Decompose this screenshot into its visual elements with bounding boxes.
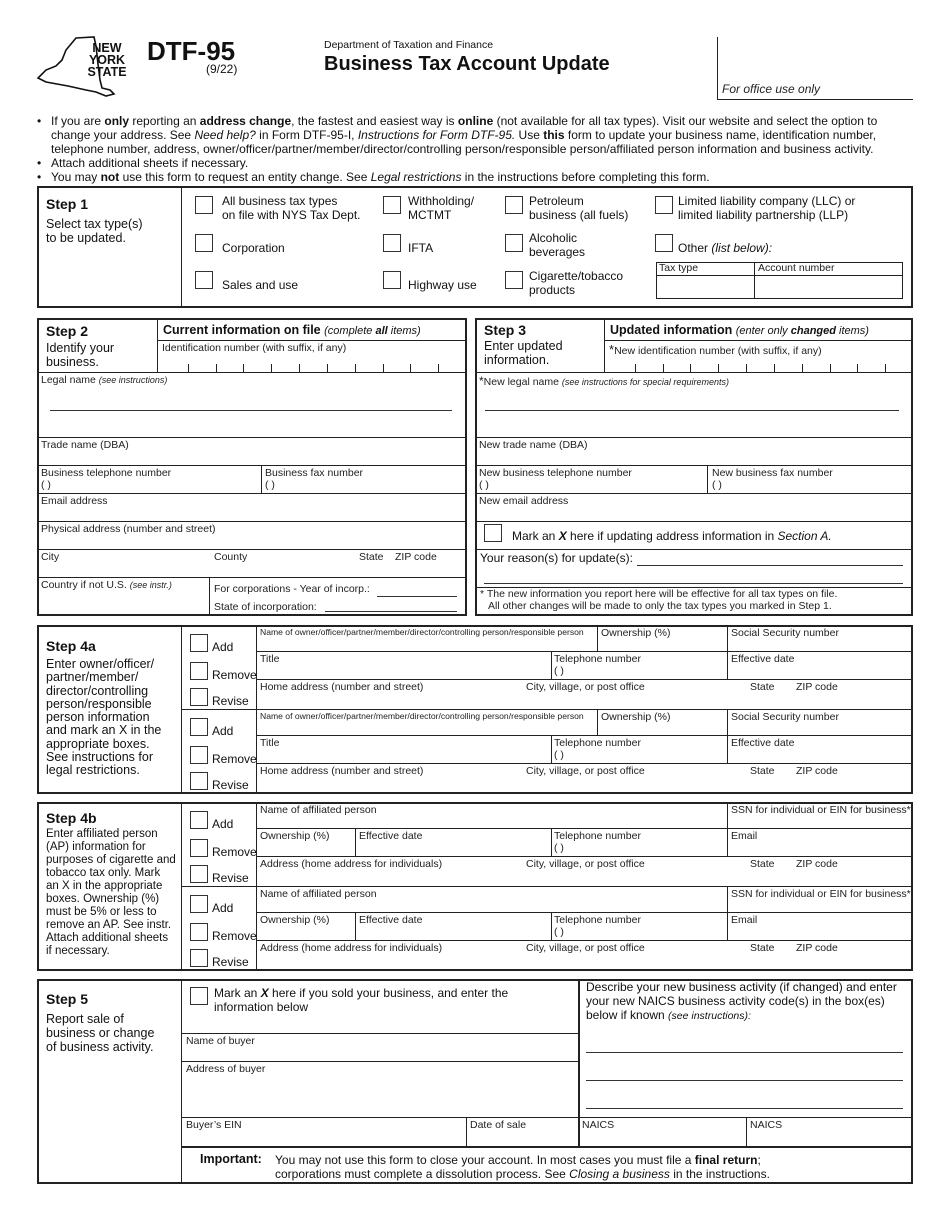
checkbox-sales-and-use[interactable] (195, 271, 213, 289)
rule-line (181, 886, 913, 887)
ap-phone-area-code: ( ) (554, 842, 564, 854)
form-title: Business Tax Account Update (324, 53, 610, 75)
label-effective-date: Effective date (731, 737, 795, 749)
id-comb-tick (383, 364, 384, 372)
id-comb-tick (410, 364, 411, 372)
step1-desc: Select tax type(s) to be updated. (46, 217, 143, 245)
label-remove-2: Remove (212, 752, 257, 766)
step-desc-line: if necessary. (46, 945, 110, 957)
label-city: City (41, 551, 60, 563)
checkbox-add-2[interactable] (190, 718, 208, 736)
department-name: Department of Taxation and Finance (324, 39, 494, 51)
rule-line (181, 709, 913, 710)
label-new-id-number: *New identification number (with suffix, if any) (609, 342, 822, 357)
label-highway-use: Highway use (408, 278, 477, 292)
phone-area-code[interactable]: ( ) (41, 479, 51, 491)
label-new-phone: New business telephone number (479, 467, 632, 479)
intro-bullet-3: • You may not use this form to request an entity change. See Legal restrictions in the instructions before completing this form. (37, 170, 710, 184)
step3-header: Updated information (enter only changed items) (610, 323, 869, 337)
step-desc-line: an X in the appropriate (46, 880, 163, 892)
email-input[interactable] (40, 508, 464, 520)
label-owner-name: Name of owner/officer/partner/member/director/controlling person/responsible person (260, 711, 584, 721)
incorp-state-input[interactable] (325, 611, 457, 612)
label-ap-zip: ZIP code (796, 858, 838, 870)
state-logo-text: NEW YORK STATE (87, 41, 127, 79)
label-affiliated-name: Name of affiliated person (260, 804, 377, 816)
label-llc: Limited liability company (LLC) or limited liability partnership (LLP) (678, 194, 856, 222)
new-phone-area-code[interactable]: ( ) (479, 479, 489, 491)
label-date-of-sale: Date of sale (470, 1119, 527, 1131)
label-home-address: Home address (number and street) (260, 681, 424, 693)
label-sold-business: Mark an X here if you sold your business, and enter the information below (214, 986, 509, 1014)
step2-title: Step 2 (46, 323, 89, 339)
activity-line-1[interactable] (586, 1052, 903, 1053)
rule-line (551, 651, 552, 679)
label-telephone: Telephone number (554, 737, 641, 749)
rule-line (597, 709, 598, 735)
label-ap-address: Address (home address for individuals) (260, 942, 443, 954)
checkbox-sold-business[interactable] (190, 987, 208, 1005)
checkbox-ifta[interactable] (383, 234, 401, 252)
label-ownership: Ownership (%) (601, 627, 671, 639)
label-physical-address: Physical address (number and street) (41, 523, 216, 535)
step-desc-line: remove an AP. See instr. (46, 919, 172, 931)
checkbox-remove-1[interactable] (190, 662, 208, 680)
step1-title: Step 1 (46, 196, 89, 212)
label-sales-and-use: Sales and use (222, 278, 299, 292)
step2-head-line (157, 340, 467, 341)
checkbox-add-1[interactable] (190, 634, 208, 652)
step-desc-line: See instructions for (46, 750, 153, 765)
label-id-number: Identification number (with suffix, if any) (162, 342, 347, 354)
owner-phone-area-code: ( ) (554, 749, 564, 761)
label-revise-2: Revise (212, 778, 249, 792)
rule-line (551, 828, 552, 856)
incorp-year-input[interactable] (377, 596, 457, 597)
id-comb-tick (663, 364, 664, 372)
label-title: Title (260, 737, 280, 749)
id-comb-tick (802, 364, 803, 372)
other-account-number-input[interactable] (755, 276, 902, 298)
step3-title: Step 3 (484, 322, 527, 338)
label-business-fax: Business fax number (265, 467, 364, 479)
checkbox-ap-revise-2[interactable] (190, 949, 208, 967)
activity-line-3[interactable] (586, 1108, 903, 1109)
label-effective-date: Effective date (731, 653, 795, 665)
id-comb-tick (188, 364, 189, 372)
label-city-village: City, village, or post office (526, 681, 645, 693)
label-new-email: New email address (479, 495, 569, 507)
new-trade-name-input[interactable] (478, 452, 910, 464)
rule-line (256, 651, 913, 652)
checkbox-highway-use[interactable] (383, 271, 401, 289)
label-naics-2: NAICS (750, 1119, 783, 1131)
rule-line (727, 625, 728, 679)
reason-input-line-1[interactable] (637, 565, 903, 566)
physical-address-input[interactable] (40, 536, 464, 548)
new-legal-name-input[interactable] (485, 390, 899, 410)
new-id-number-input[interactable] (607, 356, 911, 372)
intro-instructions (37, 114, 917, 184)
rule-line (597, 625, 598, 651)
label-ownership: Ownership (%) (601, 711, 671, 723)
label-ap-city: City, village, or post office (526, 942, 645, 954)
label-alcoholic-beverages: Alcoholic beverages (529, 231, 586, 259)
label-ap-state: State (750, 858, 775, 870)
important-notice: Important: (200, 1152, 262, 1166)
label-home-address: Home address (number and street) (260, 765, 424, 777)
label-email: Email address (41, 495, 108, 507)
label-county: County (214, 551, 248, 563)
activity-line-2[interactable] (586, 1080, 903, 1081)
label-state: State (359, 551, 384, 563)
checkbox-cigarette-tobacco[interactable] (505, 271, 523, 289)
step-desc-line: director/controlling (46, 683, 149, 698)
id-comb-tick (690, 364, 691, 372)
checkbox-all-business-tax-types[interactable] (195, 196, 213, 214)
label-zip: ZIP code (395, 551, 437, 563)
label-petroleum: Petroleum business (all fuels) (529, 194, 629, 222)
label-naics-1: NAICS (582, 1119, 615, 1131)
step-desc-line: person information (46, 710, 150, 725)
label-all-business-tax-types: All business tax types on file with NYS Tax Dept. (222, 194, 361, 222)
step-desc-line: appropriate boxes. (46, 736, 150, 751)
checkbox-llc[interactable] (655, 196, 673, 214)
step-desc-line: purposes of cigarette and (46, 854, 176, 866)
label-ap-remove-2: Remove (212, 929, 257, 943)
step5-desc: Report sale of business or change of business activity. (46, 1012, 155, 1054)
id-comb-tick (243, 364, 244, 372)
step3-note: * The new information you report here will be effective for all tax types on file. All other changes will be made to only the tax types you marked in Step 1. (480, 588, 838, 612)
label-new-trade-name: New trade name (DBA) (479, 439, 588, 451)
rule-line (256, 679, 913, 680)
checkbox-withholding[interactable] (383, 196, 401, 214)
rule-line (256, 763, 913, 764)
label-telephone: Telephone number (554, 653, 641, 665)
checkbox-alcoholic-beverages[interactable] (505, 234, 523, 252)
office-use-box-bottom (717, 99, 913, 100)
step-desc-line: and mark an X in the (46, 723, 162, 738)
label-ap-zip: ZIP code (796, 942, 838, 954)
intro-bullet-1: • If you are only reporting an address change, the fastest and easiest way is online (not available for all tax types). Visit our website and select the option to change your address. See Need help? in Form DTF-95-I, Instructions for Form DTF-95. Use this form to update your business name, identification number, telephone number, address, owner/officer/partner/member/director/controlling person/responsible person/affiliated person information and business activity. (37, 114, 878, 156)
step1-divider (181, 186, 182, 308)
label-ap-telephone: Telephone number (554, 830, 641, 842)
label-zip: ZIP code (796, 681, 838, 693)
label-ap-email: Email (731, 830, 758, 842)
step4b-desc (46, 828, 176, 958)
reason-input-line-2[interactable] (484, 583, 903, 584)
label-ap-telephone: Telephone number (554, 914, 641, 926)
step-desc-line: Enter affiliated person (46, 828, 158, 840)
checkbox-ap-add-1[interactable] (190, 811, 208, 829)
id-number-input[interactable] (160, 356, 465, 372)
label-new-fax: New business fax number (712, 467, 833, 479)
checkbox-address-section-a[interactable] (484, 524, 502, 542)
label-ap-add-1: Add (212, 817, 234, 831)
buyer-address-input[interactable] (184, 1076, 576, 1116)
checkbox-ap-remove-2[interactable] (190, 923, 208, 941)
label-new-legal-name: *New legal name (see instructions for special requirements) (479, 374, 729, 388)
label-legal-name: Legal name (see instructions) (41, 374, 168, 386)
label-buyer-ein: Buyer’s EIN (186, 1119, 242, 1131)
step-desc-line: Attach additional sheets (46, 932, 169, 944)
id-comb-tick (355, 364, 356, 372)
form-revision: (9/22) (206, 62, 238, 76)
label-revise-1: Revise (212, 694, 249, 708)
id-comb-tick (774, 364, 775, 372)
step3-desc: Enter updated information. (484, 339, 563, 367)
id-comb-tick (635, 364, 636, 372)
label-country: Country if not U.S. (see instr.) (41, 579, 172, 591)
label-ap-ownership: Ownership (%) (260, 830, 330, 842)
rule-line (551, 912, 552, 940)
buyer-name-input[interactable] (184, 1048, 576, 1060)
label-ap-city: City, village, or post office (526, 858, 645, 870)
id-comb-tick (718, 364, 719, 372)
step2-desc: Identify your business. (46, 341, 115, 369)
rule-line (355, 828, 356, 856)
id-comb-tick (885, 364, 886, 372)
label-ap-add-2: Add (212, 901, 234, 915)
label-ap-state: State (750, 942, 775, 954)
label-owner-name: Name of owner/officer/partner/member/director/controlling person/responsible person (260, 627, 584, 637)
checkbox-corporation[interactable] (195, 234, 213, 252)
rule-line (727, 886, 728, 940)
label-other: Other (list below): (678, 241, 773, 255)
label-ap-email: Email (731, 914, 758, 926)
label-corporation: Corporation (222, 241, 285, 255)
checkbox-ap-remove-1[interactable] (190, 839, 208, 857)
label-zip: ZIP code (796, 765, 838, 777)
label-city-village: City, village, or post office (526, 765, 645, 777)
label-ssn: Social Security number (731, 627, 839, 639)
id-comb-tick (271, 364, 272, 372)
office-use-label: For office use only (722, 82, 821, 96)
checkbox-ap-revise-1[interactable] (190, 865, 208, 883)
label-ssn-ein: SSN for individual or EIN for business* (731, 804, 911, 816)
label-address-section-a: Mark an X here if updating address information in Section A. (512, 529, 832, 543)
checkbox-other[interactable] (655, 234, 673, 252)
label-add-1: Add (212, 640, 234, 654)
other-tax-type-input[interactable] (657, 276, 753, 298)
rule-line (727, 709, 728, 763)
label-ap-effective-date: Effective date (359, 914, 423, 926)
step4b-title: Step 4b (46, 810, 97, 826)
step2-header: Current information on file (complete all items) (163, 323, 421, 337)
id-comb-tick (299, 364, 300, 372)
label-state: State (750, 681, 775, 693)
label-state: State (750, 765, 775, 777)
owner-phone-area-code: ( ) (554, 665, 564, 677)
id-comb-tick (438, 364, 439, 372)
checkbox-remove-2[interactable] (190, 746, 208, 764)
step-desc-line: boxes. Ownership (%) (46, 893, 160, 905)
rule-line (256, 856, 913, 857)
step-desc-line: tobacco tax only. Mark (46, 867, 161, 879)
business-activity-instructions: Describe your new business activity (if changed) and enter your new NAICS business activity code(s) in the box(es) below if known (see instructions): (586, 980, 897, 1022)
id-comb-tick (216, 364, 217, 372)
step2-head-divider (157, 318, 158, 372)
step5-title: Step 5 (46, 991, 89, 1007)
label-withholding: Withholding/ MCTMT (408, 194, 475, 222)
label-incorp-state: State of incorporation: (214, 601, 317, 613)
office-use-box-left (717, 37, 718, 99)
rule-line (355, 912, 356, 940)
label-ap-effective-date: Effective date (359, 830, 423, 842)
label-ap-remove-1: Remove (212, 845, 257, 859)
id-comb-tick (830, 364, 831, 372)
form-id: DTF-95 (147, 36, 236, 66)
fax-area-code[interactable]: ( ) (265, 479, 275, 491)
rule-line (551, 735, 552, 763)
label-reason: Your reason(s) for update(s): (480, 551, 633, 565)
label-ap-revise-2: Revise (212, 955, 249, 969)
label-ap-revise-1: Revise (212, 871, 249, 885)
rule-line (256, 735, 913, 736)
step-desc-line: partner/member/ (46, 670, 139, 685)
label-affiliated-name: Name of affiliated person (260, 888, 377, 900)
label-incorp-year: For corporations - Year of incorp.: (214, 583, 370, 595)
label-ifta: IFTA (408, 241, 434, 255)
checkbox-revise-2[interactable] (190, 772, 208, 790)
checkbox-revise-1[interactable] (190, 688, 208, 706)
label-buyer-name: Name of buyer (186, 1035, 255, 1047)
new-email-input[interactable] (478, 508, 910, 520)
new-fax-area-code[interactable]: ( ) (712, 479, 722, 491)
label-trade-name: Trade name (DBA) (41, 439, 129, 451)
label-business-phone: Business telephone number (41, 467, 172, 479)
rule-line (727, 802, 728, 856)
legal-name-input[interactable] (50, 390, 452, 410)
ap-phone-area-code: ( ) (554, 926, 564, 938)
label-buyer-address: Address of buyer (186, 1063, 266, 1075)
label-account-number: Account number (758, 262, 835, 274)
label-remove-1: Remove (212, 668, 257, 682)
checkbox-ap-add-2[interactable] (190, 895, 208, 913)
checkbox-petroleum[interactable] (505, 196, 523, 214)
intro-bullet-2: • Attach additional sheets if necessary. (37, 156, 249, 170)
step-desc-line: (AP) information for (46, 841, 146, 853)
id-comb-tick (327, 364, 328, 372)
id-comb-tick (857, 364, 858, 372)
trade-name-input[interactable] (40, 452, 464, 464)
step-desc-line: Enter owner/officer/ (46, 657, 155, 671)
important-notice-text: You may not use this form to close your account. In most cases you must file a final return; corporations must complete a dissolution process. See Closing a business in the instructions. (275, 1153, 770, 1181)
label-ap-ownership: Ownership (%) (260, 914, 330, 926)
label-tax-type: Tax type (659, 262, 699, 274)
step-desc-line: legal restrictions. (46, 763, 140, 778)
label-ssn-ein: SSN for individual or EIN for business* (731, 888, 911, 900)
label-title: Title (260, 653, 280, 665)
label-cigarette-tobacco: Cigarette/tobacco products (529, 269, 624, 297)
label-ap-address: Address (home address for individuals) (260, 858, 443, 870)
label-ssn: Social Security number (731, 711, 839, 723)
step-desc-line: must be 5% or less to (46, 906, 157, 918)
rule-line (256, 940, 913, 941)
step4a-title: Step 4a (46, 638, 96, 654)
id-comb-tick (746, 364, 747, 372)
label-add-2: Add (212, 724, 234, 738)
step4a-desc (46, 658, 161, 778)
step-desc-line: person/responsible (46, 696, 152, 711)
